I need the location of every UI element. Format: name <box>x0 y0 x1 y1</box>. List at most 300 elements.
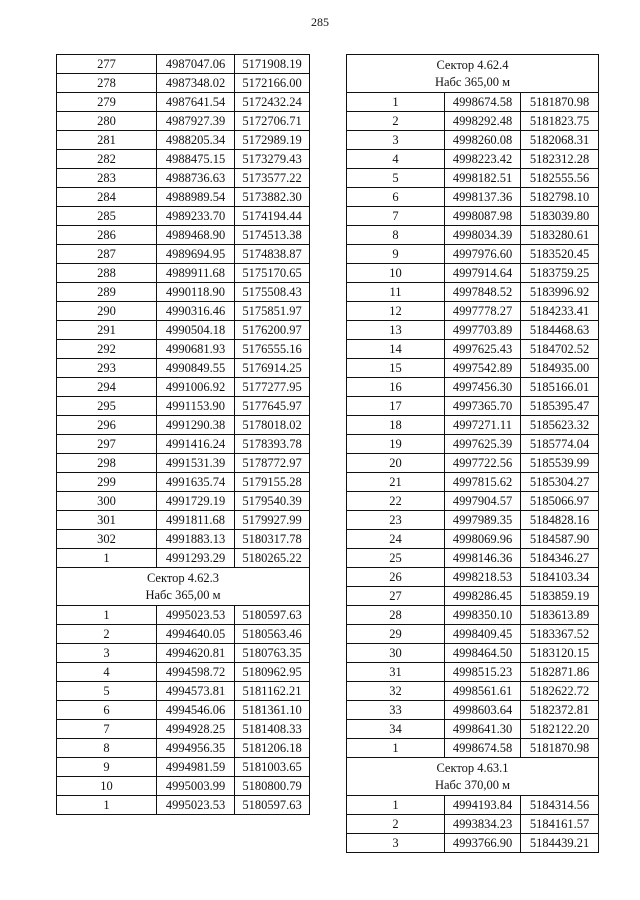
table-row <box>57 492 310 511</box>
x-coordinate-cell: 4998561.61 <box>445 682 521 701</box>
y-coordinate-cell: 5180563.46 <box>235 625 310 644</box>
point-number-cell: 292 <box>57 340 157 359</box>
x-coordinate-cell: 4994598.72 <box>157 663 235 682</box>
section-title: Сектор 4.62.3 <box>146 570 220 585</box>
x-coordinate-cell: 4987047.06 <box>157 55 235 74</box>
point-number-cell: 24 <box>347 530 445 549</box>
table-row <box>57 511 310 530</box>
table-row <box>347 606 599 625</box>
table-row <box>347 815 599 834</box>
x-coordinate-cell: 4995023.53 <box>157 796 235 815</box>
table-row <box>57 150 310 169</box>
x-coordinate-cell: 4997989.35 <box>445 511 521 530</box>
point-number-cell: 283 <box>57 169 157 188</box>
point-number-cell: 23 <box>347 511 445 530</box>
point-number-cell: 8 <box>347 226 445 245</box>
x-coordinate-cell: 4989233.70 <box>157 207 235 226</box>
y-coordinate-cell: 5181162.21 <box>235 682 310 701</box>
x-coordinate-cell: 4991635.74 <box>157 473 235 492</box>
x-coordinate-cell: 4990681.93 <box>157 340 235 359</box>
y-coordinate-cell: 5172432.24 <box>235 93 310 112</box>
x-coordinate-cell: 4991531.39 <box>157 454 235 473</box>
table-row <box>347 207 599 226</box>
table-row <box>57 606 310 625</box>
y-coordinate-cell: 5185166.01 <box>521 378 599 397</box>
x-coordinate-cell: 4988736.63 <box>157 169 235 188</box>
table-row <box>57 378 310 397</box>
x-coordinate-cell: 4991883.13 <box>157 530 235 549</box>
table-row <box>347 188 599 207</box>
table-row <box>347 93 599 112</box>
section-header <box>347 55 599 93</box>
point-number-cell: 4 <box>347 150 445 169</box>
table-row <box>347 112 599 131</box>
table-row <box>57 74 310 93</box>
point-number-cell: 279 <box>57 93 157 112</box>
table-row <box>347 340 599 359</box>
x-coordinate-cell: 4991293.29 <box>157 549 235 568</box>
table-row <box>347 644 599 663</box>
x-coordinate-cell: 4998137.36 <box>445 188 521 207</box>
y-coordinate-cell: 5172989.19 <box>235 131 310 150</box>
table-row <box>57 644 310 663</box>
table-row <box>57 55 310 74</box>
point-number-cell: 9 <box>57 758 157 777</box>
y-coordinate-cell: 5181870.98 <box>521 739 599 758</box>
point-number-cell: 293 <box>57 359 157 378</box>
y-coordinate-cell: 5180763.35 <box>235 644 310 663</box>
y-coordinate-cell: 5183613.89 <box>521 606 599 625</box>
point-number-cell: 1 <box>57 606 157 625</box>
y-coordinate-cell: 5183759.25 <box>521 264 599 283</box>
x-coordinate-cell: 4998286.45 <box>445 587 521 606</box>
coordinates-table-right <box>346 54 599 853</box>
x-coordinate-cell: 4997976.60 <box>445 245 521 264</box>
table-row <box>347 796 599 815</box>
point-number-cell: 2 <box>347 815 445 834</box>
point-number-cell: 2 <box>347 112 445 131</box>
x-coordinate-cell: 4987348.02 <box>157 74 235 93</box>
point-number-cell: 15 <box>347 359 445 378</box>
x-coordinate-cell: 4998409.45 <box>445 625 521 644</box>
table-row <box>57 397 310 416</box>
point-number-cell: 285 <box>57 207 157 226</box>
table-row <box>347 321 599 340</box>
x-coordinate-cell: 4987927.39 <box>157 112 235 131</box>
x-coordinate-cell: 4989694.95 <box>157 245 235 264</box>
x-coordinate-cell: 4991811.68 <box>157 511 235 530</box>
point-number-cell: 19 <box>347 435 445 454</box>
table-row <box>57 226 310 245</box>
point-number-cell: 299 <box>57 473 157 492</box>
x-coordinate-cell: 4994573.81 <box>157 682 235 701</box>
point-number-cell: 1 <box>347 739 445 758</box>
y-coordinate-cell: 5180265.22 <box>235 549 310 568</box>
x-coordinate-cell: 4990849.55 <box>157 359 235 378</box>
x-coordinate-cell: 4998350.10 <box>445 606 521 625</box>
x-coordinate-cell: 4991153.90 <box>157 397 235 416</box>
x-coordinate-cell: 4988475.15 <box>157 150 235 169</box>
table-row <box>57 796 310 815</box>
point-number-cell: 284 <box>57 188 157 207</box>
y-coordinate-cell: 5173279.43 <box>235 150 310 169</box>
y-coordinate-cell: 5180597.63 <box>235 606 310 625</box>
table-row <box>57 663 310 682</box>
y-coordinate-cell: 5174194.44 <box>235 207 310 226</box>
table-row <box>347 169 599 188</box>
section-height: Набс 365,00 м <box>145 587 221 602</box>
x-coordinate-cell: 4997625.39 <box>445 435 521 454</box>
point-number-cell: 6 <box>57 701 157 720</box>
y-coordinate-cell: 5183039.80 <box>521 207 599 226</box>
y-coordinate-cell: 5184828.16 <box>521 511 599 530</box>
point-number-cell: 3 <box>347 131 445 150</box>
y-coordinate-cell: 5176914.25 <box>235 359 310 378</box>
x-coordinate-cell: 4989468.90 <box>157 226 235 245</box>
y-coordinate-cell: 5178393.78 <box>235 435 310 454</box>
x-coordinate-cell: 4990504.18 <box>157 321 235 340</box>
y-coordinate-cell: 5174513.38 <box>235 226 310 245</box>
x-coordinate-cell: 4998674.58 <box>445 93 521 112</box>
point-number-cell: 25 <box>347 549 445 568</box>
table-row <box>347 625 599 644</box>
y-coordinate-cell: 5181408.33 <box>235 720 310 739</box>
point-number-cell: 281 <box>57 131 157 150</box>
x-coordinate-cell: 4993766.90 <box>445 834 521 853</box>
table-row <box>57 682 310 701</box>
section-header <box>57 568 310 606</box>
x-coordinate-cell: 4998223.42 <box>445 150 521 169</box>
section-height: Набс 365,00 м <box>434 74 511 89</box>
table-row <box>347 739 599 758</box>
x-coordinate-cell: 4994620.81 <box>157 644 235 663</box>
table-row <box>57 359 310 378</box>
point-number-cell: 6 <box>347 188 445 207</box>
table-row <box>57 739 310 758</box>
table-row <box>57 169 310 188</box>
table-row <box>347 435 599 454</box>
table-row <box>57 720 310 739</box>
y-coordinate-cell: 5177645.97 <box>235 397 310 416</box>
y-coordinate-cell: 5180800.79 <box>235 777 310 796</box>
x-coordinate-cell: 4998069.96 <box>445 530 521 549</box>
point-number-cell: 3 <box>57 644 157 663</box>
table-row <box>347 302 599 321</box>
y-coordinate-cell: 5185395.47 <box>521 397 599 416</box>
table-row <box>57 321 310 340</box>
section-header-row <box>57 568 310 606</box>
point-number-cell: 287 <box>57 245 157 264</box>
point-number-cell: 280 <box>57 112 157 131</box>
y-coordinate-cell: 5184314.56 <box>521 796 599 815</box>
table-row <box>57 777 310 796</box>
y-coordinate-cell: 5184468.63 <box>521 321 599 340</box>
table-row <box>57 701 310 720</box>
point-number-cell: 1 <box>57 796 157 815</box>
x-coordinate-cell: 4994981.59 <box>157 758 235 777</box>
y-coordinate-cell: 5184233.41 <box>521 302 599 321</box>
x-coordinate-cell: 4991006.92 <box>157 378 235 397</box>
table-row <box>57 625 310 644</box>
point-number-cell: 10 <box>57 777 157 796</box>
x-coordinate-cell: 4988989.54 <box>157 188 235 207</box>
table-row <box>347 397 599 416</box>
x-coordinate-cell: 4994546.06 <box>157 701 235 720</box>
x-coordinate-cell: 4991290.38 <box>157 416 235 435</box>
coordinates-table-left-body <box>57 55 310 815</box>
y-coordinate-cell: 5184587.90 <box>521 530 599 549</box>
table-row <box>57 530 310 549</box>
y-coordinate-cell: 5181003.65 <box>235 758 310 777</box>
point-number-cell: 12 <box>347 302 445 321</box>
point-number-cell: 290 <box>57 302 157 321</box>
point-number-cell: 29 <box>347 625 445 644</box>
section-header-row <box>347 758 599 796</box>
y-coordinate-cell: 5182122.20 <box>521 720 599 739</box>
y-coordinate-cell: 5181870.98 <box>521 93 599 112</box>
y-coordinate-cell: 5175170.65 <box>235 264 310 283</box>
section-title: Сектор 4.63.1 <box>436 760 509 775</box>
table-row <box>347 131 599 150</box>
x-coordinate-cell: 4990118.90 <box>157 283 235 302</box>
x-coordinate-cell: 4998641.30 <box>445 720 521 739</box>
point-number-cell: 7 <box>347 207 445 226</box>
y-coordinate-cell: 5182312.28 <box>521 150 599 169</box>
x-coordinate-cell: 4998674.58 <box>445 739 521 758</box>
y-coordinate-cell: 5173882.30 <box>235 188 310 207</box>
table-row <box>347 245 599 264</box>
x-coordinate-cell: 4997904.57 <box>445 492 521 511</box>
y-coordinate-cell: 5179155.28 <box>235 473 310 492</box>
point-number-cell: 5 <box>347 169 445 188</box>
x-coordinate-cell: 4990316.46 <box>157 302 235 321</box>
y-coordinate-cell: 5183996.92 <box>521 283 599 302</box>
y-coordinate-cell: 5184161.57 <box>521 815 599 834</box>
x-coordinate-cell: 4991729.19 <box>157 492 235 511</box>
point-number-cell: 282 <box>57 150 157 169</box>
table-row <box>57 112 310 131</box>
x-coordinate-cell: 4998087.98 <box>445 207 521 226</box>
x-coordinate-cell: 4987641.54 <box>157 93 235 112</box>
table-row <box>347 663 599 682</box>
table-row <box>347 283 599 302</box>
y-coordinate-cell: 5184935.00 <box>521 359 599 378</box>
y-coordinate-cell: 5183859.19 <box>521 587 599 606</box>
point-number-cell: 7 <box>57 720 157 739</box>
y-coordinate-cell: 5183280.61 <box>521 226 599 245</box>
y-coordinate-cell: 5180317.78 <box>235 530 310 549</box>
table-row <box>347 378 599 397</box>
point-number-cell: 3 <box>347 834 445 853</box>
y-coordinate-cell: 5183520.45 <box>521 245 599 264</box>
point-number-cell: 1 <box>347 93 445 112</box>
y-coordinate-cell: 5177277.95 <box>235 378 310 397</box>
page-number: 285 <box>311 15 329 29</box>
point-number-cell: 8 <box>57 739 157 758</box>
x-coordinate-cell: 4998260.08 <box>445 131 521 150</box>
y-coordinate-cell: 5183367.52 <box>521 625 599 644</box>
y-coordinate-cell: 5184439.21 <box>521 834 599 853</box>
y-coordinate-cell: 5182372.81 <box>521 701 599 720</box>
point-number-cell: 31 <box>347 663 445 682</box>
point-number-cell: 301 <box>57 511 157 530</box>
x-coordinate-cell: 4998034.39 <box>445 226 521 245</box>
x-coordinate-cell: 4995003.99 <box>157 777 235 796</box>
y-coordinate-cell: 5180962.95 <box>235 663 310 682</box>
section-header <box>347 758 599 796</box>
point-number-cell: 14 <box>347 340 445 359</box>
table-row <box>57 454 310 473</box>
x-coordinate-cell: 4998218.53 <box>445 568 521 587</box>
table-row <box>347 492 599 511</box>
point-number-cell: 300 <box>57 492 157 511</box>
x-coordinate-cell: 4998603.64 <box>445 701 521 720</box>
x-coordinate-cell: 4998515.23 <box>445 663 521 682</box>
point-number-cell: 20 <box>347 454 445 473</box>
y-coordinate-cell: 5185623.32 <box>521 416 599 435</box>
table-row <box>57 340 310 359</box>
x-coordinate-cell: 4997722.56 <box>445 454 521 473</box>
x-coordinate-cell: 4997542.89 <box>445 359 521 378</box>
section-header-row <box>347 55 599 93</box>
table-row <box>347 150 599 169</box>
point-number-cell: 295 <box>57 397 157 416</box>
y-coordinate-cell: 5182871.86 <box>521 663 599 682</box>
table-row <box>57 245 310 264</box>
x-coordinate-cell: 4995023.53 <box>157 606 235 625</box>
table-row <box>57 131 310 150</box>
coordinates-table-left <box>56 54 310 815</box>
y-coordinate-cell: 5184103.34 <box>521 568 599 587</box>
table-row <box>57 283 310 302</box>
point-number-cell: 27 <box>347 587 445 606</box>
point-number-cell: 288 <box>57 264 157 283</box>
table-row <box>347 416 599 435</box>
y-coordinate-cell: 5178018.02 <box>235 416 310 435</box>
point-number-cell: 302 <box>57 530 157 549</box>
x-coordinate-cell: 4997703.89 <box>445 321 521 340</box>
table-row <box>347 834 599 853</box>
point-number-cell: 5 <box>57 682 157 701</box>
point-number-cell: 13 <box>347 321 445 340</box>
table-row <box>347 682 599 701</box>
table-row <box>347 359 599 378</box>
y-coordinate-cell: 5182798.10 <box>521 188 599 207</box>
table-row <box>347 511 599 530</box>
y-coordinate-cell: 5175508.43 <box>235 283 310 302</box>
point-number-cell: 1 <box>57 549 157 568</box>
table-row <box>347 587 599 606</box>
coordinates-table-right-body <box>347 55 599 853</box>
y-coordinate-cell: 5182555.56 <box>521 169 599 188</box>
table-row <box>347 264 599 283</box>
section-title: Сектор 4.62.4 <box>436 57 509 72</box>
x-coordinate-cell: 4997456.30 <box>445 378 521 397</box>
point-number-cell: 278 <box>57 74 157 93</box>
x-coordinate-cell: 4994928.25 <box>157 720 235 739</box>
point-number-cell: 291 <box>57 321 157 340</box>
y-coordinate-cell: 5185774.04 <box>521 435 599 454</box>
point-number-cell: 28 <box>347 606 445 625</box>
y-coordinate-cell: 5181206.18 <box>235 739 310 758</box>
point-number-cell: 294 <box>57 378 157 397</box>
x-coordinate-cell: 4997815.62 <box>445 473 521 492</box>
y-coordinate-cell: 5184346.27 <box>521 549 599 568</box>
point-number-cell: 297 <box>57 435 157 454</box>
point-number-cell: 1 <box>347 796 445 815</box>
y-coordinate-cell: 5179927.99 <box>235 511 310 530</box>
point-number-cell: 4 <box>57 663 157 682</box>
y-coordinate-cell: 5181823.75 <box>521 112 599 131</box>
y-coordinate-cell: 5171908.19 <box>235 55 310 74</box>
table-row <box>57 93 310 112</box>
y-coordinate-cell: 5172166.00 <box>235 74 310 93</box>
table-row <box>347 454 599 473</box>
x-coordinate-cell: 4998182.51 <box>445 169 521 188</box>
x-coordinate-cell: 4998146.36 <box>445 549 521 568</box>
table-row <box>57 302 310 321</box>
y-coordinate-cell: 5176200.97 <box>235 321 310 340</box>
section-height: Набс 370,00 м <box>434 777 511 792</box>
point-number-cell: 298 <box>57 454 157 473</box>
table-row <box>347 720 599 739</box>
x-coordinate-cell: 4997625.43 <box>445 340 521 359</box>
table-row <box>347 473 599 492</box>
point-number-cell: 289 <box>57 283 157 302</box>
point-number-cell: 21 <box>347 473 445 492</box>
point-number-cell: 11 <box>347 283 445 302</box>
table-row <box>57 188 310 207</box>
table-row <box>57 207 310 226</box>
x-coordinate-cell: 4998464.50 <box>445 644 521 663</box>
point-number-cell: 26 <box>347 568 445 587</box>
y-coordinate-cell: 5183120.15 <box>521 644 599 663</box>
point-number-cell: 30 <box>347 644 445 663</box>
y-coordinate-cell: 5182068.31 <box>521 131 599 150</box>
point-number-cell: 277 <box>57 55 157 74</box>
y-coordinate-cell: 5178772.97 <box>235 454 310 473</box>
x-coordinate-cell: 4998292.48 <box>445 112 521 131</box>
y-coordinate-cell: 5176555.16 <box>235 340 310 359</box>
y-coordinate-cell: 5182622.72 <box>521 682 599 701</box>
x-coordinate-cell: 4997778.27 <box>445 302 521 321</box>
table-row <box>347 701 599 720</box>
x-coordinate-cell: 4997848.52 <box>445 283 521 302</box>
point-number-cell: 33 <box>347 701 445 720</box>
y-coordinate-cell: 5173577.22 <box>235 169 310 188</box>
table-row <box>57 473 310 492</box>
y-coordinate-cell: 5184702.52 <box>521 340 599 359</box>
point-number-cell: 296 <box>57 416 157 435</box>
point-number-cell: 17 <box>347 397 445 416</box>
table-row <box>347 226 599 245</box>
point-number-cell: 18 <box>347 416 445 435</box>
point-number-cell: 10 <box>347 264 445 283</box>
x-coordinate-cell: 4997365.70 <box>445 397 521 416</box>
table-row <box>57 416 310 435</box>
point-number-cell: 22 <box>347 492 445 511</box>
y-coordinate-cell: 5180597.63 <box>235 796 310 815</box>
table-row <box>347 568 599 587</box>
table-row <box>57 264 310 283</box>
x-coordinate-cell: 4991416.24 <box>157 435 235 454</box>
y-coordinate-cell: 5185304.27 <box>521 473 599 492</box>
point-number-cell: 34 <box>347 720 445 739</box>
y-coordinate-cell: 5185539.99 <box>521 454 599 473</box>
table-row <box>347 549 599 568</box>
table-row <box>347 530 599 549</box>
point-number-cell: 9 <box>347 245 445 264</box>
